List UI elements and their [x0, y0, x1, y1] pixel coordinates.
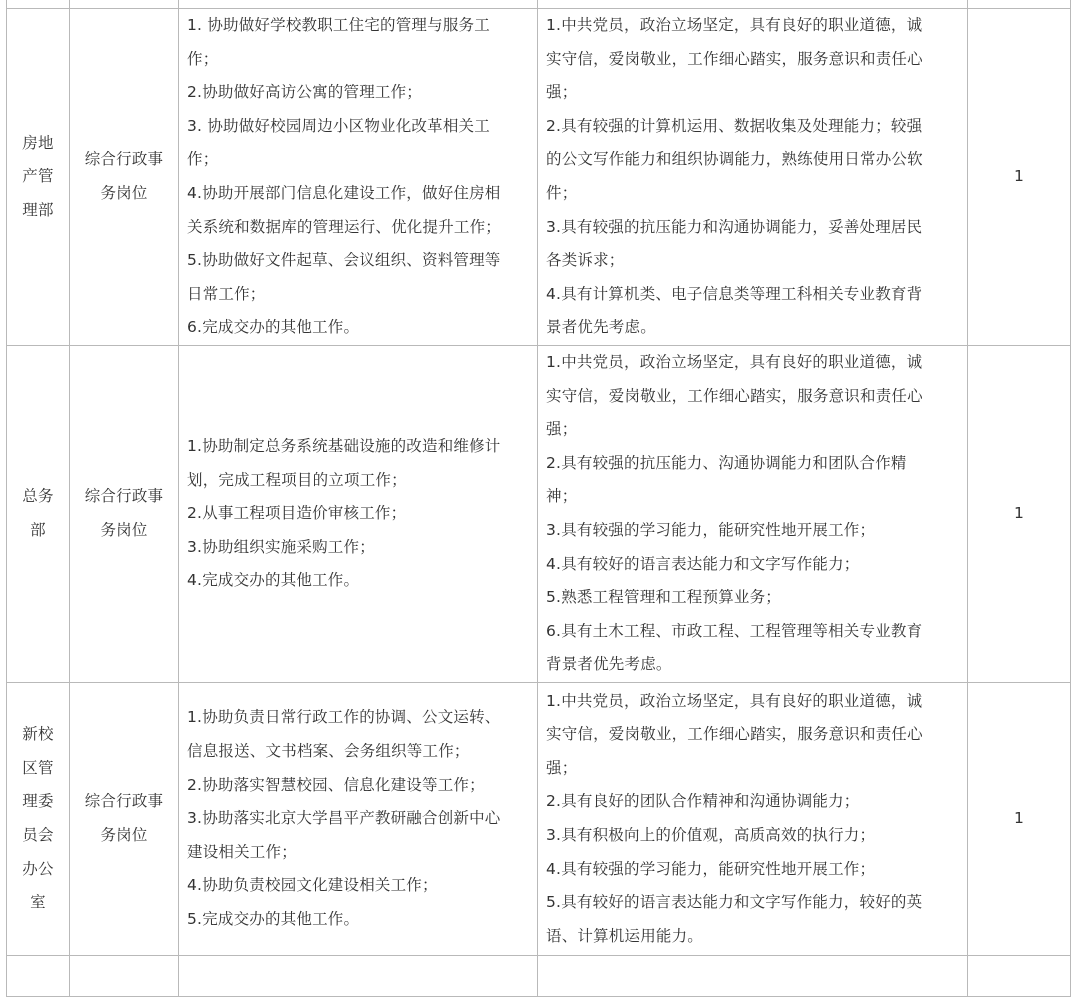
text-line: 的公文写作能力和组织协调能力，熟练使用日常办公软: [546, 150, 923, 169]
table-row: [7, 345, 1071, 682]
table-row: [7, 9, 1071, 346]
cell-empty: [70, 0, 179, 9]
text-line: 1. 协助做好学校教职工住宅的管理与服务工: [187, 16, 490, 34]
text-line: 4.具有较强的学习能力，能研究性地开展工作；: [546, 859, 876, 878]
text-line: 景者优先考虑。: [546, 318, 656, 337]
table-row-cut-top: [7, 0, 1071, 9]
duties-cell: [179, 345, 538, 682]
requirements-cell: [538, 682, 968, 955]
cell-empty: [7, 0, 70, 9]
text-line: 2.从事工程项目造价审核工作；: [187, 504, 407, 523]
text-line: 5.熟悉工程管理和工程预算业务；: [546, 588, 781, 607]
text-line: 5.协助做好文件起草、会议组织、资料管理等: [187, 251, 501, 270]
text-line: 神；: [546, 487, 578, 506]
text-line: 4.具有较好的语言表达能力和文字写作能力；: [546, 554, 860, 573]
text-line: 2.协助落实智慧校园、信息化建设等工作；: [187, 775, 485, 794]
requirements-cell: [538, 9, 968, 346]
cell-empty: [179, 0, 538, 9]
department-cell: 新校 区管 理委 员会 办公 室: [7, 682, 70, 955]
headcount-cell: 1: [968, 9, 1071, 346]
headcount-cell: 1: [968, 682, 1071, 955]
text-line: 1.中共党员，政治立场坚定，具有良好的职业道德，诚: [546, 352, 923, 371]
table-row: [7, 682, 1071, 955]
text-line: 1.中共党员，政治立场坚定，具有良好的职业道德，诚: [546, 16, 923, 34]
text-line: 5.具有较好的语言表达能力和文字写作能力，较好的英: [546, 893, 923, 912]
cell-empty: [538, 955, 968, 996]
text-line: 强；: [546, 758, 578, 777]
text-line: 4.具有计算机类、电子信息类等理工科相关专业教育背: [546, 284, 923, 303]
cell-empty: [179, 955, 538, 996]
text-line: 语、计算机运用能力。: [546, 926, 704, 945]
text-line: 3.具有较强的抗压能力和沟通协调能力，妥善处理居民: [546, 217, 923, 236]
requirements-cell: [538, 345, 968, 682]
text-line: 强；: [546, 420, 578, 439]
text-line: 实守信，爱岗敬业，工作细心踏实，服务意识和责任心: [546, 386, 923, 405]
text-line: 4.协助开展部门信息化建设工作，做好住房相: [187, 183, 501, 202]
headcount-cell: 1: [968, 345, 1071, 682]
text-line: 作；: [187, 49, 219, 68]
text-line: 3. 协助做好校园周边小区物业化改革相关工: [187, 116, 490, 135]
text-line: 各类诉求；: [546, 251, 625, 270]
cell-empty: [70, 955, 179, 996]
text-line: 2.协助做好高访公寓的管理工作；: [187, 83, 422, 102]
text-line: 信息报送、文书档案、会务组织等工作；: [187, 741, 470, 760]
text-line: 实守信，爱岗敬业，工作细心踏实，服务意识和责任心: [546, 49, 923, 68]
text-line: 6.完成交办的其他工作。: [187, 318, 360, 337]
text-line: 2.具有良好的团队合作精神和沟通协调能力；: [546, 792, 860, 811]
text-line: 日常工作；: [187, 284, 266, 303]
text-line: 3.具有较强的学习能力，能研究性地开展工作；: [546, 520, 876, 539]
cell-empty: [538, 0, 968, 9]
table-row-cut-bottom: [7, 955, 1071, 996]
text-line: 2.具有较强的抗压能力、沟通协调能力和团队合作精: [546, 453, 907, 472]
department-cell: 总务 部: [7, 345, 70, 682]
department-cell: 房地 产管 理部: [7, 9, 70, 346]
position-cell: 综合行政事 务岗位: [70, 345, 179, 682]
position-cell: 综合行政事 务岗位: [70, 9, 179, 346]
text-line: 背景者优先考虑。: [546, 655, 672, 674]
text-line: 3.具有积极向上的价值观，高质高效的执行力；: [546, 825, 876, 844]
text-line: 2.具有较强的计算机运用、数据收集及处理能力；较强: [546, 116, 923, 135]
text-line: 作；: [187, 150, 219, 169]
duties-cell: [179, 682, 538, 955]
text-line: 1.协助制定总务系统基础设施的改造和维修计: [187, 436, 501, 455]
text-line: 3.协助落实北京大学昌平产教研融合创新中心: [187, 809, 501, 828]
recruitment-table: [6, 0, 1071, 997]
text-line: 4.完成交办的其他工作。: [187, 571, 360, 590]
text-line: 1.中共党员，政治立场坚定，具有良好的职业道德，诚: [546, 691, 923, 710]
text-line: 强；: [546, 83, 578, 102]
cell-empty: [968, 0, 1071, 9]
duties-cell: [179, 9, 538, 346]
text-line: 建设相关工作；: [187, 842, 297, 861]
cell-empty: [968, 955, 1071, 996]
text-line: 5.完成交办的其他工作。: [187, 909, 360, 928]
cell-empty: [7, 955, 70, 996]
text-line: 划，完成工程项目的立项工作；: [187, 470, 407, 489]
text-line: 实守信，爱岗敬业，工作细心踏实，服务意识和责任心: [546, 725, 923, 744]
text-line: 件；: [546, 183, 578, 202]
text-line: 4.协助负责校园文化建设相关工作；: [187, 876, 438, 895]
text-line: 关系统和数据库的管理运行、优化提升工作；: [187, 217, 502, 236]
text-line: 1.协助负责日常行政工作的协调、公文运转、: [187, 708, 501, 727]
position-cell: 综合行政事 务岗位: [70, 682, 179, 955]
text-line: 6.具有土木工程、市政工程、工程管理等相关专业教育: [546, 621, 923, 640]
text-line: 3.协助组织实施采购工作；: [187, 537, 375, 556]
